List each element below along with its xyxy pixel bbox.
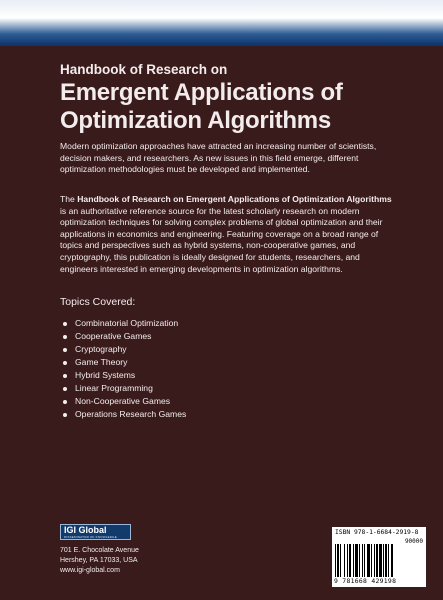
barcode-bar — [347, 544, 348, 577]
topic-label: Linear Programming — [75, 383, 153, 393]
barcode-bar — [344, 544, 345, 577]
description-bold-title: Handbook of Research on Emergent Applications of Optimization Algorithms — [77, 194, 392, 204]
book-subtitle: Handbook of Research on — [60, 62, 228, 77]
topic-label: Cryptography — [75, 344, 127, 354]
barcode-bar — [337, 544, 339, 577]
topic-item — [60, 408, 186, 421]
price-code: 90000 — [404, 538, 423, 545]
book-title-line2: Optimization Algorithms — [60, 107, 331, 134]
header-block — [60, 62, 390, 134]
logo-tagline: DISSEMINATOR OF KNOWLEDGE — [64, 534, 117, 539]
bullet-icon — [63, 322, 67, 326]
topic-item — [60, 356, 186, 369]
address-line2: Hershey, PA 17033, USA — [60, 557, 138, 564]
description-body: is an authoritative reference source for the latest scholarly research on modern optimization techniques for solving complex problems of global optimization and their applications in economics and engineering. Featuring coverage on a broad range of topics and perspectives such as hybrid systems, non-cooperative games, and cryptography, this publication is ideally designed for students, researchers, and engineers interested in emerging developments in optimization algorithms. — [60, 205, 383, 274]
barcode-bar — [376, 544, 378, 577]
bullet-icon — [63, 361, 67, 365]
bullet-icon — [63, 335, 67, 339]
barcode-bar — [388, 544, 389, 577]
barcode-bar — [359, 544, 360, 577]
barcode-bar — [385, 544, 387, 577]
topic-item — [60, 395, 186, 408]
barcode-bar — [335, 544, 336, 577]
barcode-bar — [340, 544, 341, 577]
topic-item — [60, 317, 186, 330]
bullet-icon — [63, 348, 67, 352]
topic-item — [60, 330, 186, 343]
top-blue-band — [0, 0, 443, 46]
topic-item — [60, 369, 186, 382]
barcode-bar — [374, 544, 375, 577]
description-prefix: The — [60, 194, 78, 204]
barcode-bar — [367, 544, 370, 577]
barcode-bar — [362, 544, 363, 577]
barcode-bar — [353, 544, 354, 577]
barcode-bar — [371, 544, 372, 577]
publisher-website: www.igi-global.com — [60, 567, 120, 574]
barcode-bar — [349, 544, 351, 577]
topic-label: Non-Cooperative Games — [75, 396, 171, 406]
barcode-bars-icon — [335, 544, 423, 577]
topic-label: Combinatorial Optimization — [75, 318, 179, 328]
igi-global-logo — [60, 524, 131, 540]
isbn-barcode — [332, 527, 426, 587]
barcode-bar — [391, 544, 393, 577]
topics-list — [60, 317, 186, 421]
bullet-icon — [63, 413, 67, 417]
topic-item — [60, 382, 186, 395]
bullet-icon — [63, 374, 67, 378]
publisher-block — [60, 524, 139, 576]
isbn-text: ISBN 978-1-6684-2919-8 — [335, 529, 419, 536]
topic-label: Hybrid Systems — [75, 370, 136, 380]
topic-item — [60, 343, 186, 356]
barcode-bar — [355, 544, 358, 577]
publisher-address — [60, 546, 139, 576]
barcode-bar — [383, 544, 384, 577]
intro-paragraph: Modern optimization approaches have attracted an increasing number of scientists, decision makers, and researchers. As new issues in this field emerge, different optimization methodologies must be developed and implemented. — [60, 141, 377, 175]
book-title-line1: Emergent Applications of — [60, 79, 343, 106]
topics-heading: Topics Covered: — [60, 296, 136, 308]
topic-label: Operations Research Games — [75, 409, 187, 419]
bullet-icon — [63, 387, 67, 391]
barcode-number: 9 781668 429198 — [334, 577, 397, 585]
logo-name: IGI Global — [64, 524, 107, 535]
bullet-icon — [63, 400, 67, 404]
barcode-bar — [379, 544, 382, 577]
topic-label: Game Theory — [75, 357, 128, 367]
description-paragraph — [60, 194, 395, 275]
barcode-bar — [364, 544, 365, 577]
address-line1: 701 E. Chocolate Avenue — [60, 547, 139, 554]
topic-label: Cooperative Games — [75, 331, 152, 341]
